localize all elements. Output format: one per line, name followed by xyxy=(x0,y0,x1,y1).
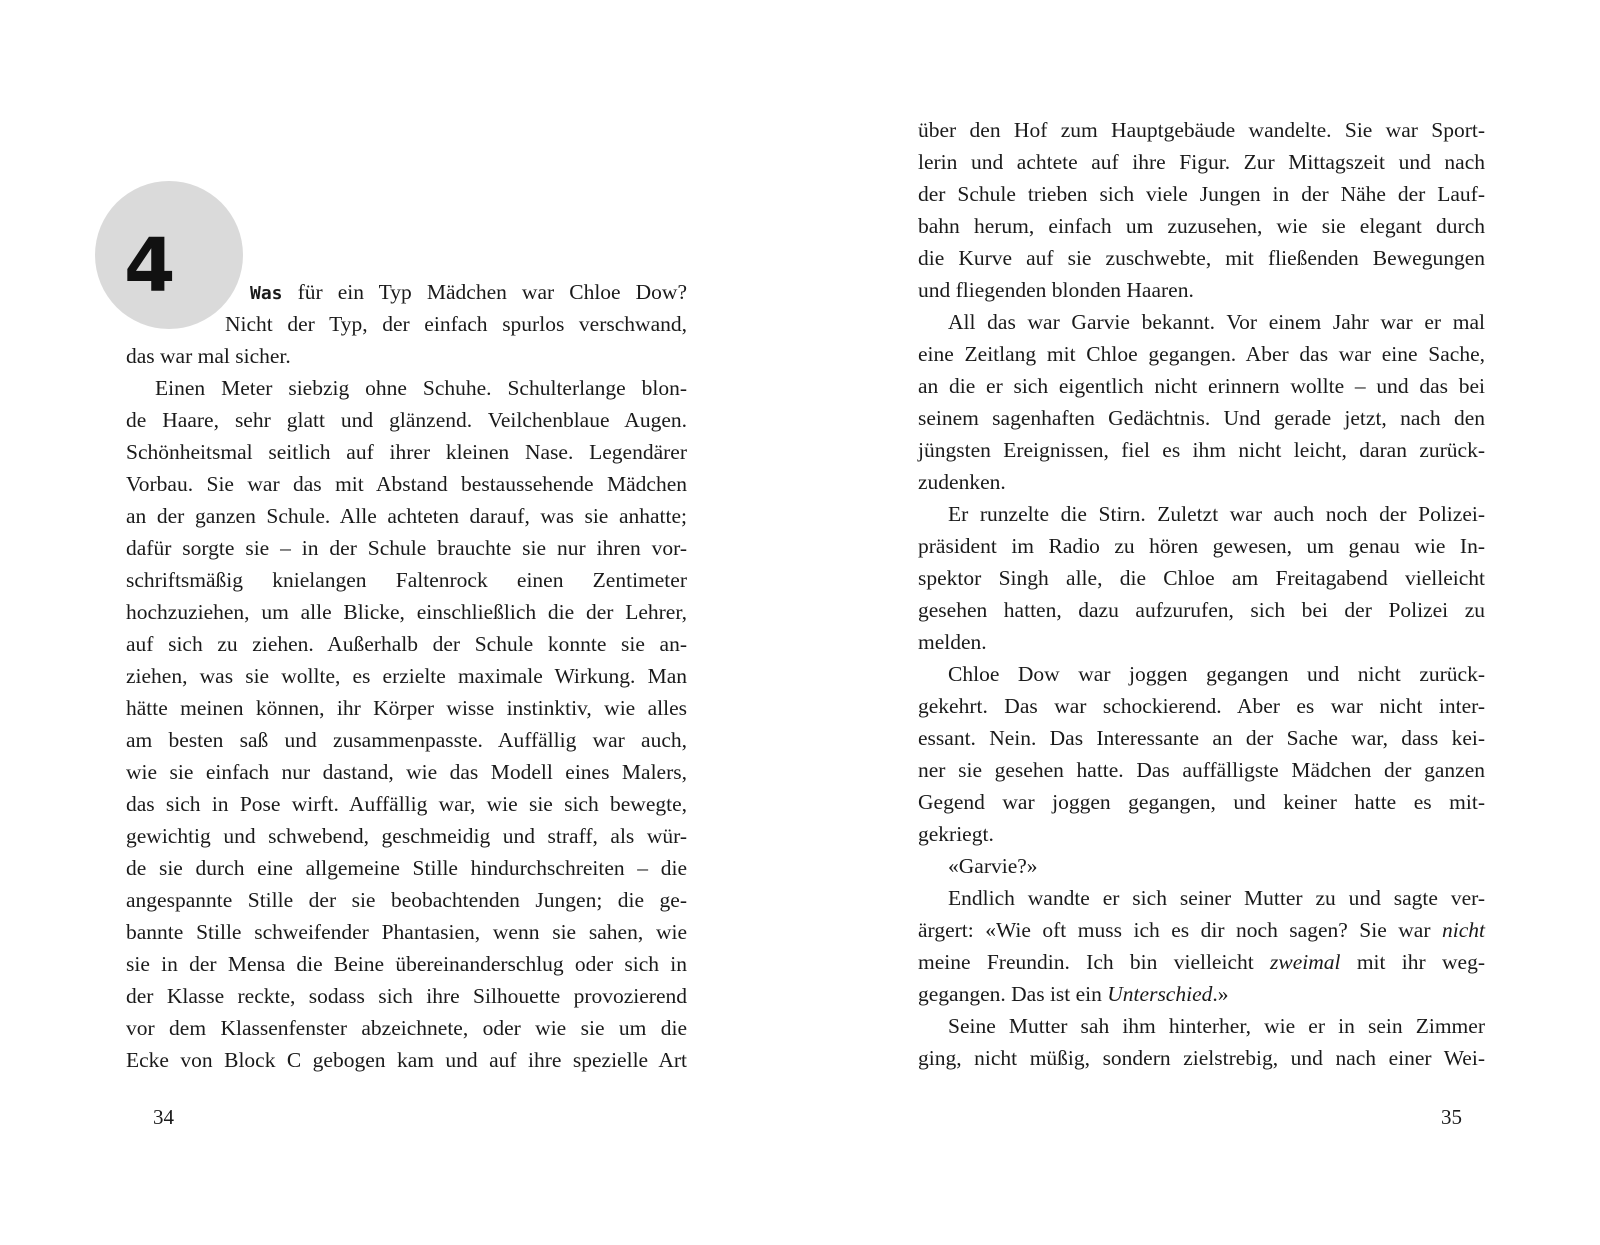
text-line: essant. Nein. Das Interessante an der Sache war, dass kei- xyxy=(918,726,1485,750)
text-segment: mit ihr weg- xyxy=(1340,950,1485,974)
text-line: de Haare, sehr glatt und glänzend. Veilchenblaue Augen. xyxy=(126,408,687,432)
text-line: Er runzelte die Stirn. Zuletzt war auch noch der Polizei- xyxy=(948,502,1485,526)
text-line-gap xyxy=(283,280,298,304)
text-line: vor dem Klassenfenster abzeichnete, oder wie sie um die xyxy=(126,1016,687,1040)
text-line xyxy=(918,914,1485,946)
text-line: zudenken. xyxy=(918,470,1006,494)
text-line: Einen Meter siebzig ohne Schuhe. Schulterlange blon- xyxy=(155,376,687,400)
text-line: bahn herum, einfach um zuzusehen, wie sie elegant durch xyxy=(918,214,1485,238)
text-line: ner sie gesehen hatte. Das auffälligste Mädchen der ganzen xyxy=(918,758,1485,782)
text-line: an die er sich eigentlich nicht erinnern wollte – und das bei xyxy=(918,374,1485,398)
text-line: Ecke von Block C gebogen kam und auf ihre spezielle Art xyxy=(126,1048,687,1072)
text-line: gekehrt. Das war schockierend. Aber es war nicht inter- xyxy=(918,694,1485,718)
text-line: seinem sagenhaften Gedächtnis. Und gerade jetzt, nach den xyxy=(918,406,1485,430)
text-line: die Kurve auf sie zuschwebte, mit fließenden Bewegungen xyxy=(918,246,1485,270)
text-line: gesehen hatten, dazu aufzurufen, sich bei der Polizei zu xyxy=(918,598,1485,622)
text-line: Nicht der Typ, der einfach spurlos verschwand, xyxy=(225,312,687,336)
text-line: Gegend war joggen gegangen, und keiner hatte es mit- xyxy=(918,790,1485,814)
text-line: das war mal sicher. xyxy=(126,344,291,368)
text-line: Vorbau. Sie war das mit Abstand bestaussehende Mädchen xyxy=(126,472,687,496)
text-segment: gegangen. Das ist ein xyxy=(918,982,1108,1006)
text-segment: .» xyxy=(1212,982,1229,1006)
text-line xyxy=(918,978,1485,1010)
text-line: spektor Singh alle, die Chloe am Freitagabend vielleicht xyxy=(918,566,1485,590)
text-line: gewichtig und schwebend, geschmeidig und straff, als wür- xyxy=(126,824,687,848)
chapter-number: 4 xyxy=(124,223,174,309)
text-line: «Garvie?» xyxy=(948,854,1038,878)
text-line: der Klasse reckte, sodass sich ihre Silhouette provozierend xyxy=(126,984,687,1008)
text-line: ziehen, was sie wollte, es erzielte maximale Wirkung. Man xyxy=(126,664,687,688)
text-line xyxy=(250,276,687,308)
text-line: eine Zeitlang mit Chloe gegangen. Aber das war eine Sache, xyxy=(918,342,1485,366)
text-line: wie sie einfach nur dastand, wie das Modell eines Malers, xyxy=(126,760,687,784)
text-line: schriftsmäßig knielangen Faltenrock einen Zentimeter xyxy=(126,568,687,592)
text-line: gekriegt. xyxy=(918,822,994,846)
text-segment: ärgert: «Wie oft muss ich es dir noch sagen? Sie war xyxy=(918,918,1442,942)
text-line: und fliegenden blonden Haaren. xyxy=(918,278,1194,302)
text-line: ging, nicht müßig, sondern zielstrebig, und nach einer Wei- xyxy=(918,1046,1485,1070)
text-line: Chloe Dow war joggen gegangen und nicht zurück- xyxy=(948,662,1485,686)
right-page xyxy=(800,0,1600,1245)
text-line: am besten saß und zusammenpasste. Auffällig war auch, xyxy=(126,728,687,752)
text-line: an der ganzen Schule. Alle achteten darauf, was sie anhatte; xyxy=(126,504,687,528)
text-line: Seine Mutter sah ihm hinterher, wie er in sein Zimmer xyxy=(948,1014,1485,1038)
page-number-left: 34 xyxy=(153,1105,174,1129)
text-line: lerin und achtete auf ihre Figur. Zur Mittagszeit und nach xyxy=(918,150,1485,174)
text-line: über den Hof zum Hauptgebäude wandelte. Sie war Sport- xyxy=(918,118,1485,142)
text-line: jüngsten Ereignissen, fiel es ihm nicht leicht, daran zurück- xyxy=(918,438,1485,462)
chapter-lead-word: Was xyxy=(250,283,283,304)
text-line: auf sich zu ziehen. Außerhalb der Schule konnte sie an- xyxy=(126,632,687,656)
text-line-rest: für ein Typ Mädchen war Chloe Dow? xyxy=(297,280,688,304)
text-line: der Schule trieben sich viele Jungen in der Nähe der Lauf- xyxy=(918,182,1485,206)
text-line: das sich in Pose wirft. Auffällig war, wie sie sich bewegte, xyxy=(126,792,687,816)
text-line: Endlich wandte er sich seiner Mutter zu und sagte ver- xyxy=(948,886,1485,910)
text-line: dafür sorgte sie – in der Schule brauchte sie nur ihren vor- xyxy=(126,536,687,560)
text-line: präsident im Radio zu hören gewesen, um genau wie In- xyxy=(918,534,1485,558)
text-line: All das war Garvie bekannt. Vor einem Jahr war er mal xyxy=(948,310,1485,334)
emphasis-text: Unterschied xyxy=(1107,982,1213,1006)
page-number-right: 35 xyxy=(1441,1105,1462,1129)
text-line: sie in der Mensa die Beine übereinanderschlug oder sich in xyxy=(126,952,687,976)
text-line: bannte Stille schweifender Phantasien, wenn sie sahen, wie xyxy=(126,920,687,944)
text-line: hochzuziehen, um alle Blicke, einschließlich die der Lehrer, xyxy=(126,600,687,624)
text-line: Schönheitsmal seitlich auf ihrer kleinen Nase. Legendärer xyxy=(126,440,687,464)
text-line: melden. xyxy=(918,630,987,654)
text-line: angespannte Stille der sie beobachtenden Jungen; die ge- xyxy=(126,888,687,912)
emphasis-text: zweimal xyxy=(1270,950,1341,974)
emphasis-text: nicht xyxy=(1442,918,1485,942)
text-line xyxy=(918,946,1485,978)
text-segment: meine Freundin. Ich bin vielleicht xyxy=(918,950,1271,974)
text-line: de sie durch eine allgemeine Stille hindurchschreiten – die xyxy=(126,856,687,880)
text-line: hätte meinen können, ihr Körper wisse instinktiv, wie alles xyxy=(126,696,687,720)
